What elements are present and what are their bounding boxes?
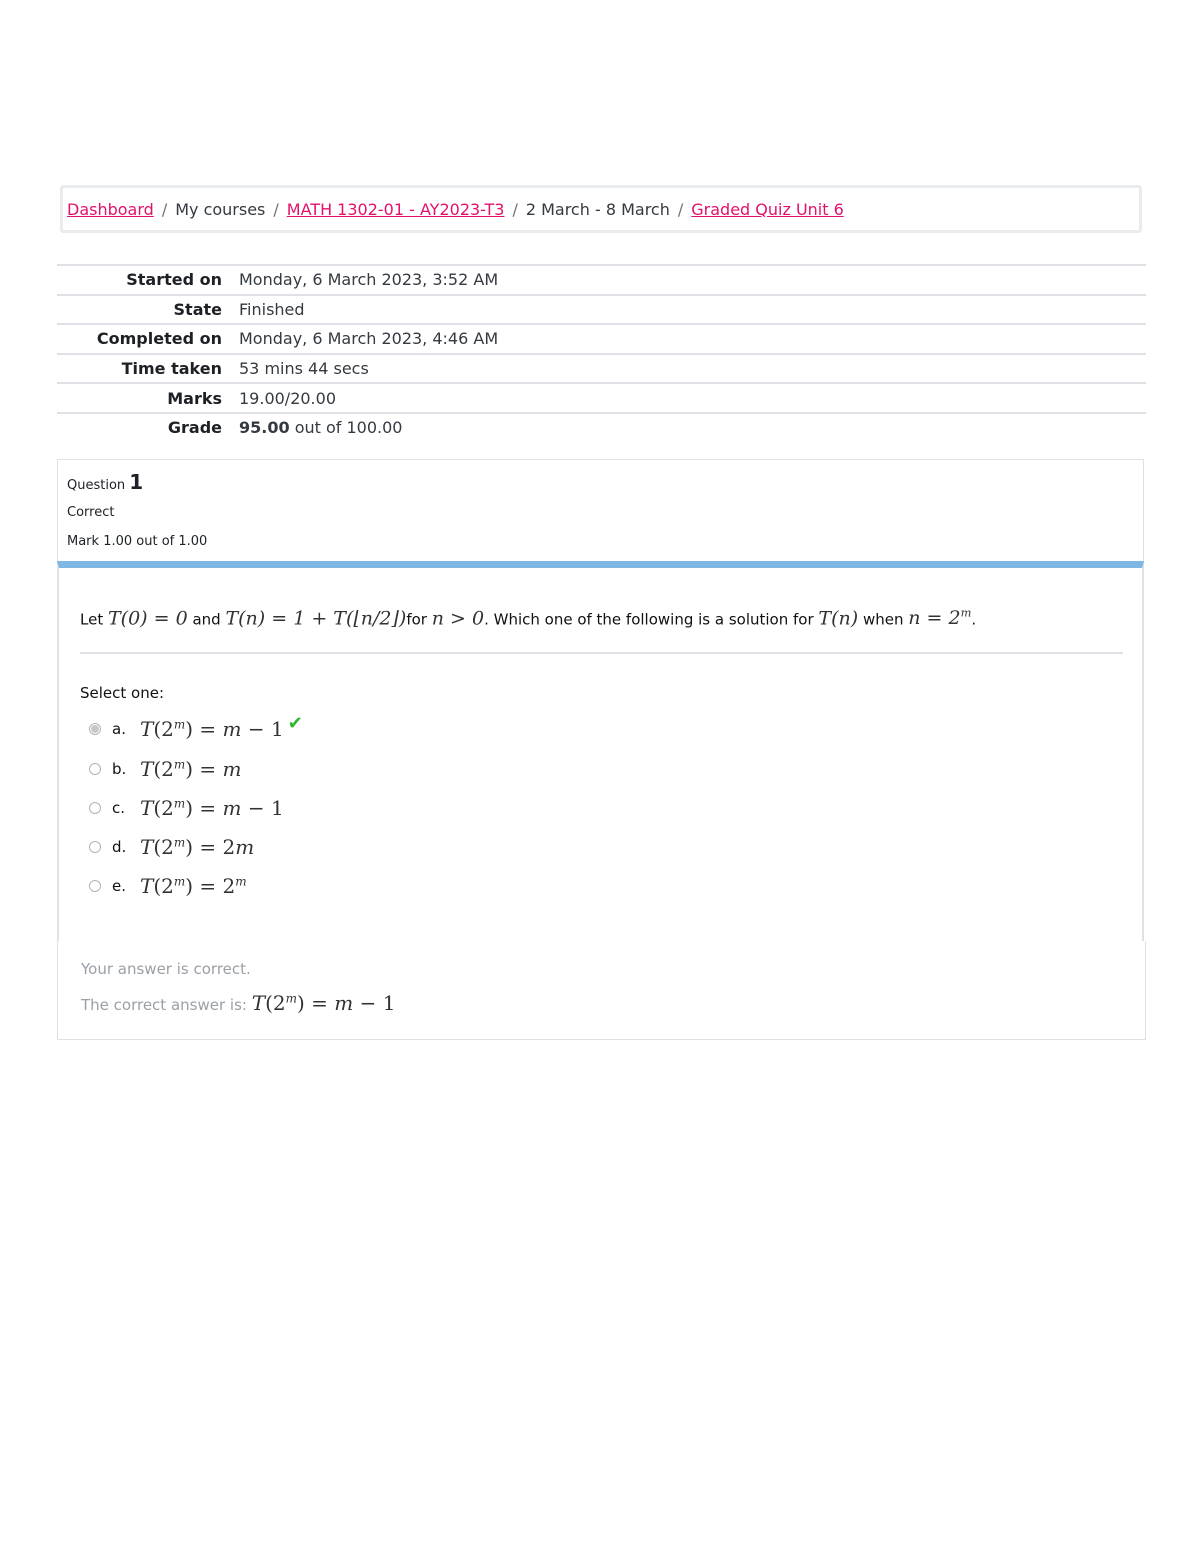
feedback-text: Your answer is correct. bbox=[81, 960, 251, 978]
question-word: for bbox=[406, 610, 427, 629]
answer-option-c[interactable] bbox=[89, 793, 284, 823]
math-expression: T(0) = 0 bbox=[107, 607, 188, 630]
summary-label: Marks bbox=[57, 383, 239, 413]
breadcrumb-separator: / bbox=[273, 199, 279, 219]
question-text bbox=[80, 606, 976, 629]
option-letter: e. bbox=[112, 877, 126, 895]
attempt-summary-table bbox=[57, 264, 1146, 442]
breadcrumb-quiz-link[interactable]: Graded Quiz Unit 6 bbox=[691, 199, 844, 219]
right-answer-math: $T(2^m) = m - 1$ bbox=[251, 991, 396, 1015]
option-letter: b. bbox=[112, 760, 127, 778]
summary-row-marks bbox=[57, 383, 1146, 413]
question-state: Correct bbox=[67, 505, 115, 520]
breadcrumb-separator: / bbox=[161, 199, 168, 219]
select-one-prompt: Select one: bbox=[80, 684, 165, 702]
answer-option-d[interactable] bbox=[89, 832, 254, 862]
radio-button[interactable] bbox=[89, 841, 101, 853]
breadcrumb-week: 2 March - 8 March bbox=[525, 199, 670, 219]
summary-label: State bbox=[57, 295, 239, 325]
breadcrumb-dashboard-link[interactable]: Dashboard bbox=[67, 199, 154, 219]
option-math: $T(2^m) = m - 1$ bbox=[140, 717, 284, 741]
option-math: $T(2^m) = 2^m$ bbox=[140, 874, 247, 898]
question-feedback bbox=[57, 941, 1146, 1040]
summary-row-completed bbox=[57, 324, 1146, 354]
grade-score: 95.00 bbox=[239, 418, 290, 438]
right-answer-label: The correct answer is: bbox=[81, 996, 247, 1014]
question-number bbox=[67, 470, 143, 494]
question-word: and bbox=[192, 610, 221, 629]
breadcrumb-separator: / bbox=[677, 199, 684, 219]
summary-value bbox=[239, 413, 1146, 442]
question-formulation bbox=[57, 561, 1144, 941]
option-letter: d. bbox=[112, 838, 127, 856]
breadcrumb-course-link[interactable]: MATH 1302-01 - AY2023-T3 bbox=[286, 199, 505, 219]
summary-row-state bbox=[57, 295, 1146, 325]
radio-button[interactable] bbox=[89, 880, 101, 892]
math-expression: T(n) bbox=[818, 607, 859, 630]
question-info bbox=[57, 459, 1144, 563]
question-word: . Which one of the following is a solution for bbox=[484, 610, 814, 629]
summary-label: Grade bbox=[57, 413, 239, 442]
summary-row-grade bbox=[57, 413, 1146, 442]
question-word: when bbox=[862, 610, 904, 629]
right-answer bbox=[81, 991, 395, 1015]
answer-option-e[interactable] bbox=[89, 871, 247, 901]
answer-option-a[interactable] bbox=[89, 714, 303, 744]
summary-value: Monday, 6 March 2023, 4:46 AM bbox=[239, 324, 1146, 354]
summary-label: Time taken bbox=[57, 354, 239, 384]
option-letter: a. bbox=[112, 720, 126, 738]
summary-value: 19.00/20.00 bbox=[239, 383, 1146, 413]
check-icon: ✔ bbox=[287, 712, 303, 734]
question-word: . bbox=[971, 610, 977, 629]
math-expression: T(n) = 1 + T(⌊n/2⌋) bbox=[225, 607, 407, 630]
question-word: Let bbox=[80, 610, 104, 629]
summary-value: Finished bbox=[239, 295, 1146, 325]
option-letter: c. bbox=[112, 799, 126, 817]
summary-value: 53 mins 44 secs bbox=[239, 354, 1146, 384]
breadcrumb-separator: / bbox=[512, 199, 518, 219]
summary-value: Monday, 6 March 2023, 3:52 AM bbox=[239, 265, 1146, 295]
grade-out-of: out of 100.00 bbox=[289, 418, 403, 438]
radio-button[interactable] bbox=[89, 763, 101, 775]
math-expression: $n = 2^m$ bbox=[908, 606, 972, 630]
summary-row-time-taken bbox=[57, 354, 1146, 384]
option-math: $T(2^m) = 2m$ bbox=[140, 835, 255, 859]
summary-label: Started on bbox=[57, 265, 239, 295]
radio-button-selected[interactable] bbox=[89, 723, 101, 735]
option-math: $T(2^m) = m - 1$ bbox=[140, 796, 284, 820]
question-label: Question bbox=[67, 478, 126, 493]
divider bbox=[80, 652, 1123, 654]
question-mark: Mark 1.00 out of 1.00 bbox=[67, 534, 208, 549]
breadcrumb-my-courses: My courses bbox=[175, 199, 266, 219]
math-expression: n > 0 bbox=[431, 607, 485, 630]
summary-label: Completed on bbox=[57, 324, 239, 354]
option-math: $T(2^m) = m$ bbox=[140, 757, 242, 781]
answer-option-b[interactable] bbox=[89, 754, 242, 784]
breadcrumb bbox=[60, 185, 1142, 233]
question-number-value: 1 bbox=[129, 470, 144, 494]
radio-button[interactable] bbox=[89, 802, 101, 814]
summary-row-started bbox=[57, 265, 1146, 295]
